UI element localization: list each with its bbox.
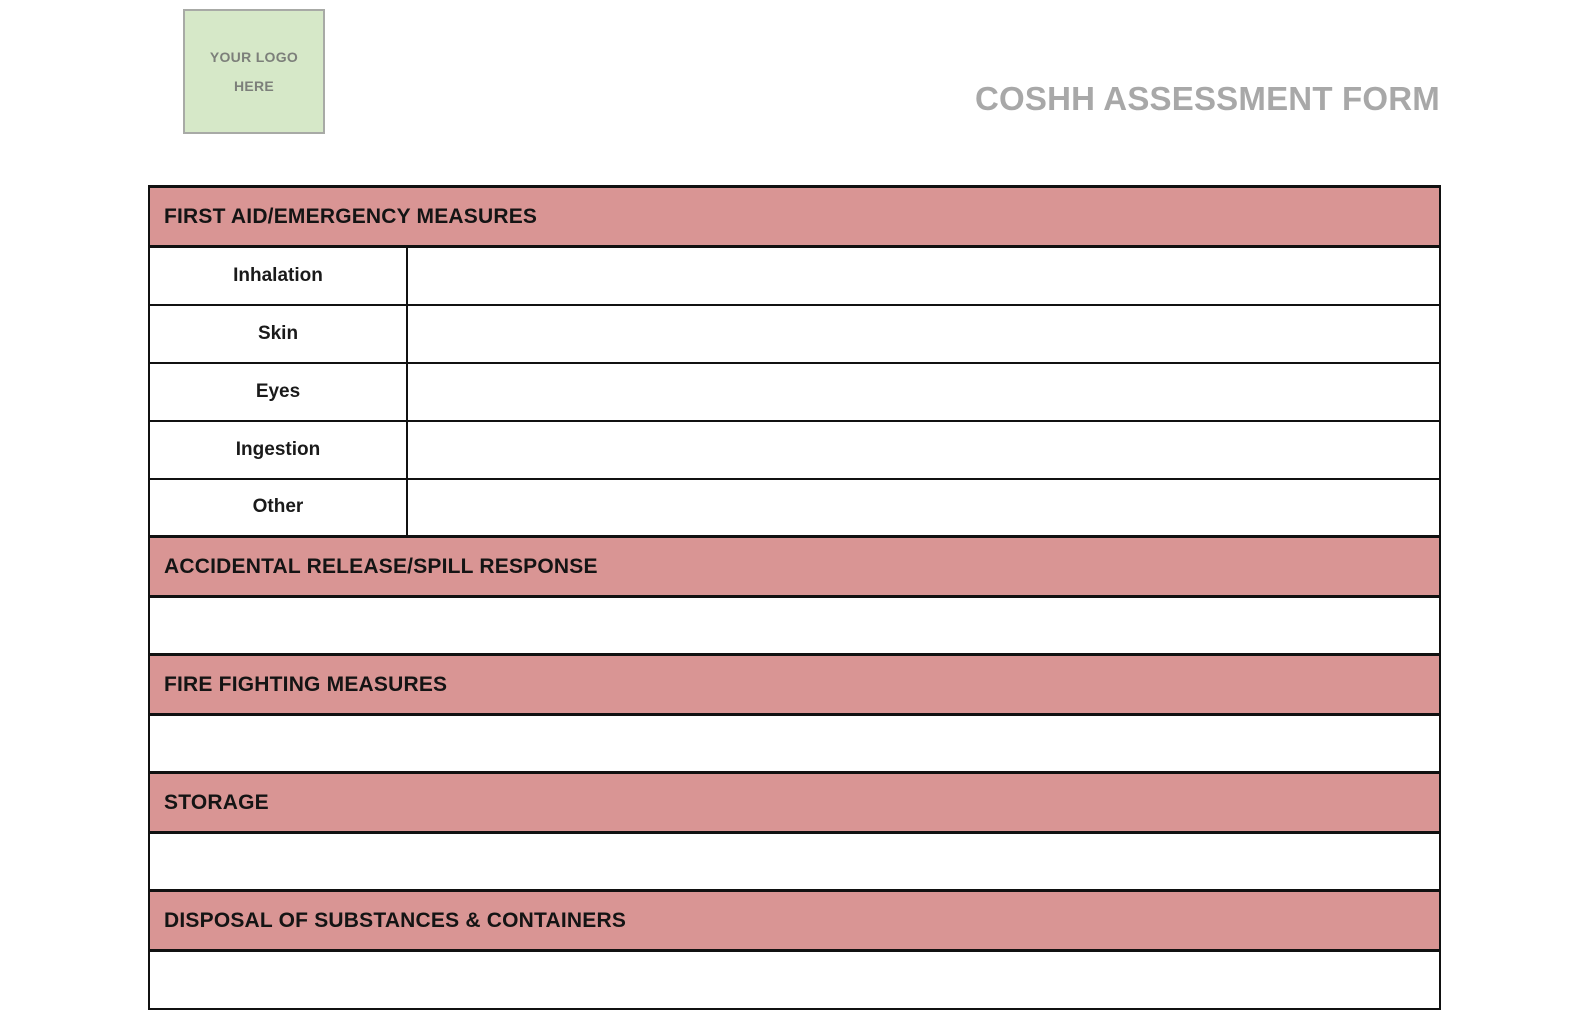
logo-text-line-1: YOUR LOGO	[209, 48, 299, 65]
table-row	[149, 479, 1440, 537]
field-other[interactable]	[407, 479, 1440, 537]
field-fire-fighting[interactable]	[149, 715, 1440, 773]
table-row	[149, 833, 1440, 891]
table-row	[149, 305, 1440, 363]
section-heading-spill: ACCIDENTAL RELEASE/SPILL RESPONSE	[149, 537, 1440, 597]
logo-text-line-2: HERE	[233, 77, 275, 94]
row-label-skin: Skin	[149, 305, 407, 363]
section-heading-fire: FIRE FIGHTING MEASURES	[149, 655, 1440, 715]
table-row	[149, 363, 1440, 421]
row-label-ingestion: Ingestion	[149, 421, 407, 479]
field-disposal[interactable]	[149, 951, 1440, 1009]
coshh-form-table	[148, 185, 1441, 1010]
field-storage[interactable]	[149, 833, 1440, 891]
table-row	[149, 597, 1440, 655]
row-label-eyes: Eyes	[149, 363, 407, 421]
logo-placeholder	[183, 9, 325, 134]
field-skin[interactable]	[407, 305, 1440, 363]
table-row	[149, 421, 1440, 479]
form-title: COSHH ASSESSMENT FORM	[974, 80, 1440, 117]
table-row	[149, 247, 1440, 305]
field-spill-response[interactable]	[149, 597, 1440, 655]
section-header-first-aid	[149, 187, 1440, 247]
section-heading-storage: STORAGE	[149, 773, 1440, 833]
section-heading-disposal: DISPOSAL OF SUBSTANCES & CONTAINERS	[149, 891, 1440, 951]
table-row	[149, 715, 1440, 773]
row-label-inhalation: Inhalation	[149, 247, 407, 305]
section-header-storage	[149, 773, 1440, 833]
field-inhalation[interactable]	[407, 247, 1440, 305]
section-header-disposal	[149, 891, 1440, 951]
row-label-other: Other	[149, 479, 407, 537]
field-eyes[interactable]	[407, 363, 1440, 421]
section-heading-first-aid: FIRST AID/EMERGENCY MEASURES	[149, 187, 1440, 247]
section-header-fire	[149, 655, 1440, 715]
field-ingestion[interactable]	[407, 421, 1440, 479]
table-row	[149, 951, 1440, 1009]
section-header-spill	[149, 537, 1440, 597]
